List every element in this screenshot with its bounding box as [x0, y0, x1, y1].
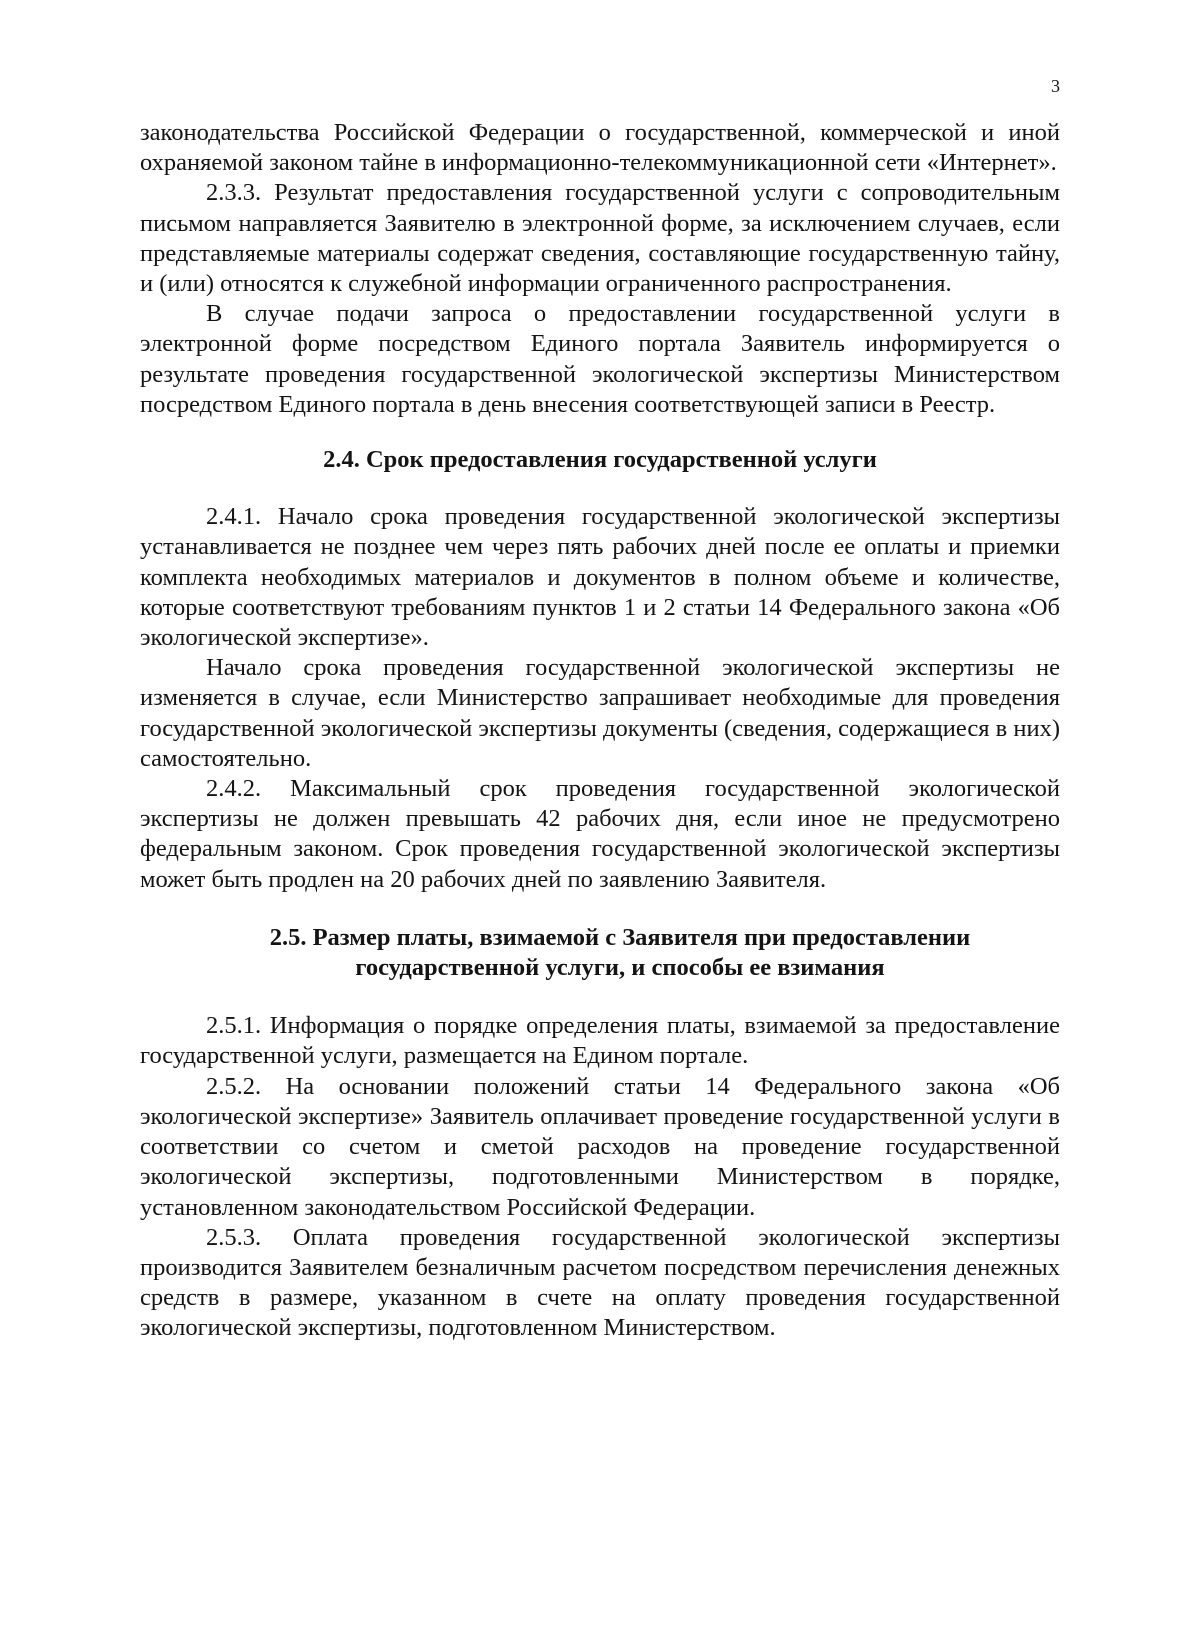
section-heading-2-5 [140, 923, 1060, 983]
paragraph-2-3-3: 2.3.3. Результат предоставления государственной услуги с сопроводительным письмом направляется Заявителю в электронной форме, за исключением случаев, если представляемые материалы содержат сведения, составляющие государственную тайну, и (или) относятся к служебной информации ограниченного распространения. [140, 179, 1060, 298]
paragraph-2-4-1: 2.4.1. Начало срока проведения государственной экологической экспертизы устанавливается не позднее чем через пять рабочих дней после ее оплаты и приемки комплекта необходимых материалов и документов в полном объеме и количестве, которые соответствуют требованиям пунктов 1 и 2 статьи 14 Федерального закона «Об экологической экспертизе». [140, 503, 1060, 652]
paragraph-2-5-3: 2.5.3. Оплата проведения государственной экологической экспертизы производится Заявителем безналичным расчетом посредством перечисления денежных средств в размере, указанном в счете на оплату проведения государственной экологической экспертизы, подготовленном Министерством. [140, 1223, 1060, 1342]
paragraph-2-4-2: 2.4.2. Максимальный срок проведения государственной экологической экспертизы не должен превышать 42 рабочих дня, если иное не предусмотрено федеральным законом. Срок проведения государственной экологической экспертизы может быть продлен на 20 рабочих дней по заявлению Заявителя. [140, 775, 1060, 893]
section-heading-2-5-line1: 2.5. Размер платы, взимаемой с Заявителя при предоставлении [269, 923, 971, 951]
document-body [140, 118, 1060, 1344]
paragraph-term-start: Начало срока проведения государственной экологической экспертизы не изменяется в случае, если Министерство запрашивает необходимые для проведения государственной экологической экспертизы документы (сведения, содержащиеся в них) самостоятельно. [140, 654, 1060, 772]
paragraph-continuation: законодательства Российской Федерации о государственной, коммерческой и иной охраняемой законом тайне в информационно-телекоммуникационной сети «Интернет». [140, 119, 1060, 177]
section-heading-2-4: 2.4. Срок предоставления государственной услуги [323, 446, 877, 474]
paragraph-2-5-2: 2.5.2. На основании положений статьи 14 Федерального закона «Об экологической экспертизе» Заявитель оплачивает проведение государственной услуги в соответствии со счетом и сметой расходов на проведение государственной экологической экспертизы, подготовленными Министерством в порядке, установленном законодательством Российской Федерации. [140, 1072, 1060, 1221]
paragraph-electronic-request: В случае подачи запроса о предоставлении государственной услуги в электронной форме посредством Единого портала Заявитель информируется о результате проведения государственной экологической экспертизы Министерством посредством Единого портала в день внесения соответствующей записи в Реестр. [140, 300, 1060, 418]
section-heading-2-5-line2: государственной услуги, и способы ее взимания [355, 954, 885, 982]
page-number: 3 [1051, 76, 1060, 96]
paragraph-2-5-1: 2.5.1. Информация о порядке определения платы, взимаемой за предоставление государственной услуги, размещается на Едином портале. [140, 1012, 1060, 1070]
